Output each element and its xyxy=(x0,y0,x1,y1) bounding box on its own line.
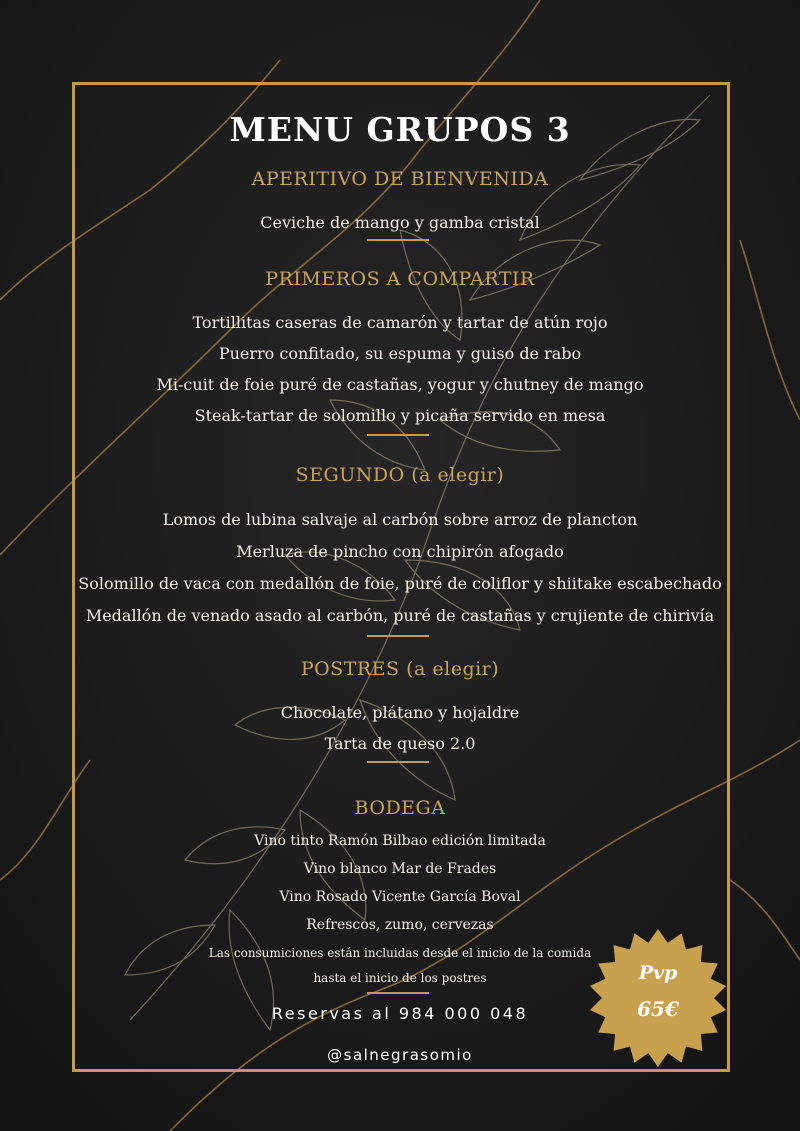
reservations-phone[interactable]: Reservas al 984 000 048 xyxy=(271,1004,529,1023)
menu-item: Steak-tartar de solomillo y picaña servido en mesa xyxy=(194,406,606,425)
menu-item: Tarta de queso 2.0 xyxy=(324,734,476,753)
menu-item: Merluza de pincho con chipirón afogado xyxy=(236,542,564,561)
menu-item: Lomos de lubina salvaje al carbón sobre arroz de plancton xyxy=(162,510,638,529)
wine-item: Refrescos, zumo, cervezas xyxy=(306,917,494,933)
wine-item: Vino blanco Mar de Frades xyxy=(303,861,497,877)
wine-item: Vino tinto Ramón Bilbao edición limitada xyxy=(254,833,546,849)
consumption-note: Las consumiciones están incluidas desde el inicio de la comida xyxy=(208,946,592,960)
menu-item: Chocolate, plátano y hojaldre xyxy=(280,703,520,722)
section-heading-aperitivo: APERITIVO DE BIENVENIDA xyxy=(251,168,549,190)
menu-item: Medallón de venado asado al carbón, puré de castañas y crujiente de chirivía xyxy=(85,606,715,625)
section-heading-segundo: SEGUNDO (a elegir) xyxy=(295,464,505,486)
section-heading-postres: POSTRES (a elegir) xyxy=(300,658,500,680)
menu-item: Puerro confitado, su espuma y guiso de rabo xyxy=(218,344,582,363)
menu-item: Solomillo de vaca con medallón de foie, puré de coliflor y shiitake escabechado xyxy=(78,574,722,593)
menu-item: Ceviche de mango y gamba cristal xyxy=(260,213,540,232)
menu-item: Tortillitas caseras de camarón y tartar de atún rojo xyxy=(192,313,608,332)
price-label: Pvp xyxy=(638,962,678,984)
consumption-note: hasta el inicio de los postres xyxy=(313,971,487,985)
section-heading-bodega: BODEGA xyxy=(354,797,446,819)
divider xyxy=(367,635,429,637)
menu-item: Mi-cuit de foie puré de castañas, yogur y chutney de mango xyxy=(156,375,644,394)
instagram-handle[interactable]: @salnegrasomio xyxy=(327,1046,473,1064)
price-value: 65€ xyxy=(637,997,679,1021)
section-heading-primeros: PRIMEROS A COMPARTIR xyxy=(265,268,535,290)
menu-title: MENU GRUPOS 3 xyxy=(229,110,571,149)
wine-item: Vino Rosado Vicente García Boval xyxy=(279,889,521,905)
divider xyxy=(367,434,429,436)
divider xyxy=(367,992,429,994)
divider xyxy=(367,761,429,763)
divider xyxy=(367,239,429,241)
